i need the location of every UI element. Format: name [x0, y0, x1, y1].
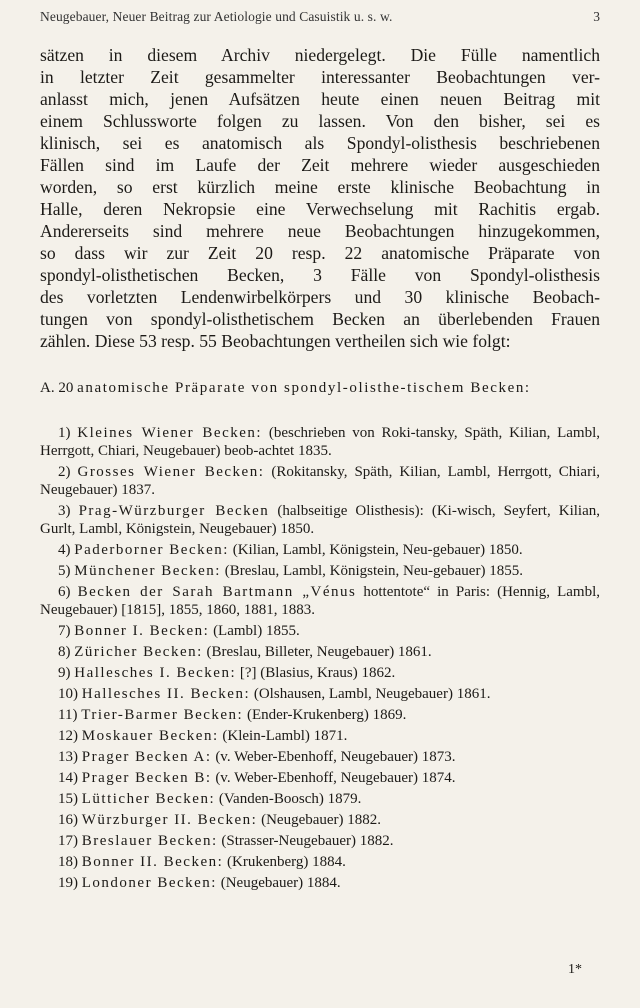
intro-line: in letzter Zeit gesammelter interessanter Beobachtungen ver-: [40, 67, 600, 87]
item-name: Bonner I. Becken:: [74, 623, 210, 639]
item-text: [?] (Blasius, Kraus) 1862.: [236, 665, 396, 681]
item-name: Breslauer Becken:: [81, 833, 218, 849]
item-number: 3): [58, 503, 79, 519]
item-text: (Strasser-Neugebauer) 1882.: [217, 833, 394, 849]
list-item: [40, 727, 600, 745]
item-number: 6): [58, 584, 78, 600]
intro-paragraph: [40, 44, 600, 352]
intro-line: spondyl-olisthetischen Becken, 3 Fälle von Spondyl-olisthesis: [40, 265, 600, 285]
section-heading-title: anatomische Präparate von spondyl-olisthe-tischem Becken:: [77, 380, 531, 396]
intro-line: Halle, deren Nekropsie eine Verwechselung mit Rachitis ergab.: [40, 199, 600, 219]
item-text: (Lambl) 1855.: [209, 623, 300, 639]
page-number: 3: [593, 9, 600, 24]
signature-mark: 1*: [568, 962, 582, 977]
intro-line: so dass wir zur Zeit 20 resp. 22 anatomische Präparate von: [40, 243, 600, 263]
intro-line: sätzen in diesem Archiv niedergelegt. Die Fülle namentlich: [40, 45, 600, 65]
item-number: 4): [58, 542, 75, 558]
section-heading: [40, 379, 600, 398]
intro-line: zählen. Diese 53 resp. 55 Beobachtungen vertheilen sich wie folgt:: [40, 331, 511, 351]
intro-line: worden, so erst kürzlich meine erste klinische Beobachtung in: [40, 177, 600, 197]
list-item: [40, 562, 600, 580]
item-name: Lütticher Becken:: [81, 791, 216, 807]
list-item: [40, 832, 600, 850]
section-heading-prefix: A. 20: [40, 380, 74, 396]
item-number: 9): [58, 665, 75, 681]
item-name: Trier-Barmer Becken:: [81, 707, 244, 723]
list-item: [40, 853, 600, 871]
list-item: [40, 463, 600, 499]
item-text: (beschrieben von Roki-tansky, Späth, Kilian, Lambl, Herrgott, Chiari, Neugebauer) beob-achtet 1835.: [40, 425, 600, 459]
item-name: Bonner II. Becken:: [81, 854, 224, 870]
list-item: [40, 748, 600, 766]
item-name: Moskauer Becken:: [81, 728, 219, 744]
item-text: (Olshausen, Lambl, Neugebauer) 1861.: [250, 686, 491, 702]
item-number: 14): [58, 770, 82, 786]
item-number: 8): [58, 644, 75, 660]
item-number: 2): [58, 464, 78, 480]
item-text: (Kilian, Lambl, Königstein, Neu-gebauer) 1850.: [228, 542, 523, 558]
intro-line: klinisch, sei es anatomisch als Spondyl-olisthesis beschriebenen: [40, 133, 600, 153]
item-name: Londoner Becken:: [81, 875, 217, 891]
item-text: (v. Weber-Ebenhoff, Neugebauer) 1873.: [211, 749, 456, 765]
running-header: [40, 9, 600, 29]
item-number: 7): [58, 623, 75, 639]
list-item: [40, 643, 600, 661]
intro-line: Fällen sind im Laufe der Zeit mehrere wieder ausgeschieden: [40, 155, 600, 175]
item-number: 13): [58, 749, 82, 765]
item-number: 11): [58, 707, 82, 723]
item-text: (Vanden-Boosch) 1879.: [215, 791, 362, 807]
item-name: Züricher Becken:: [74, 644, 203, 660]
list-item: [40, 622, 600, 640]
item-text: (Neugebauer) 1882.: [257, 812, 382, 828]
list-item: [40, 790, 600, 808]
list-item: [40, 541, 600, 559]
intro-line: tungen von spondyl-olisthetischem Becken an überlebenden Frauen: [40, 309, 600, 329]
item-name: Prager Becken A:: [81, 749, 212, 765]
item-text: (Breslau, Billeter, Neugebauer) 1861.: [202, 644, 432, 660]
intro-line: anlasst mich, jenen Aufsätzen heute einen neuen Beitrag mit: [40, 89, 600, 109]
item-text: hottentote“ in Paris: (Hennig, Lambl, Neugebauer) [1815], 1855, 1860, 1881, 1883.: [40, 584, 600, 618]
item-name: Paderborner Becken:: [74, 542, 229, 558]
item-name: Hallesches II. Becken:: [81, 686, 251, 702]
item-number: 17): [58, 833, 82, 849]
intro-line: einem Schlussworte folgen zu lassen. Von den bisher, sei es: [40, 111, 600, 131]
item-text: (Krukenberg) 1884.: [223, 854, 346, 870]
item-name: Kleines Wiener Becken:: [77, 425, 263, 441]
list-item: [40, 583, 600, 619]
item-name: Prag-Würzburger Becken: [78, 503, 270, 519]
item-name: Prager Becken B:: [81, 770, 212, 786]
item-number: 19): [58, 875, 82, 891]
item-number: 12): [58, 728, 82, 744]
item-number: 10): [58, 686, 82, 702]
item-text: (Rokitansky, Späth, Kilian, Lambl, Herrgott, Chiari, Neugebauer) 1837.: [40, 464, 600, 498]
item-text: (v. Weber-Ebenhoff, Neugebauer) 1874.: [211, 770, 456, 786]
item-text: (Breslau, Lambl, Königstein, Neu-gebauer) 1855.: [220, 563, 523, 579]
list-item: [40, 706, 600, 724]
item-name: Münchener Becken:: [74, 563, 221, 579]
pelvis-list: [40, 424, 600, 895]
item-name: Würzburger II. Becken:: [81, 812, 258, 828]
item-name: Becken der Sarah Bartmann „Vénus: [77, 584, 357, 600]
item-number: 15): [58, 791, 82, 807]
item-number: 16): [58, 812, 82, 828]
item-name: Hallesches I. Becken:: [74, 665, 237, 681]
item-name: Grosses Wiener Becken:: [77, 464, 265, 480]
list-item: [40, 811, 600, 829]
item-text: (Ender-Krukenberg) 1869.: [243, 707, 407, 723]
item-text: (halbseitige Olisthesis): (Ki-wisch, Seyfert, Kilian, Gurlt, Lambl, Königstein, Neugebauer) 1850.: [40, 503, 601, 537]
list-item: [40, 502, 600, 538]
running-title: Neugebauer, Neuer Beitrag zur Aetiologie und Casuistik u. s. w.: [40, 9, 393, 24]
list-item: [40, 685, 600, 703]
intro-line: des vorletzten Lendenwirbelkörpers und 30 klinische Beobach-: [40, 287, 600, 307]
item-text: (Neugebauer) 1884.: [216, 875, 341, 891]
list-item: [40, 424, 600, 460]
item-text: (Klein-Lambl) 1871.: [218, 728, 348, 744]
list-item: [40, 664, 600, 682]
list-item: [40, 769, 600, 787]
list-item: [40, 874, 600, 892]
item-number: 18): [58, 854, 82, 870]
item-number: 1): [58, 425, 78, 441]
item-number: 5): [58, 563, 75, 579]
intro-line: Andererseits sind mehrere neue Beobachtungen hinzugekommen,: [40, 221, 600, 241]
